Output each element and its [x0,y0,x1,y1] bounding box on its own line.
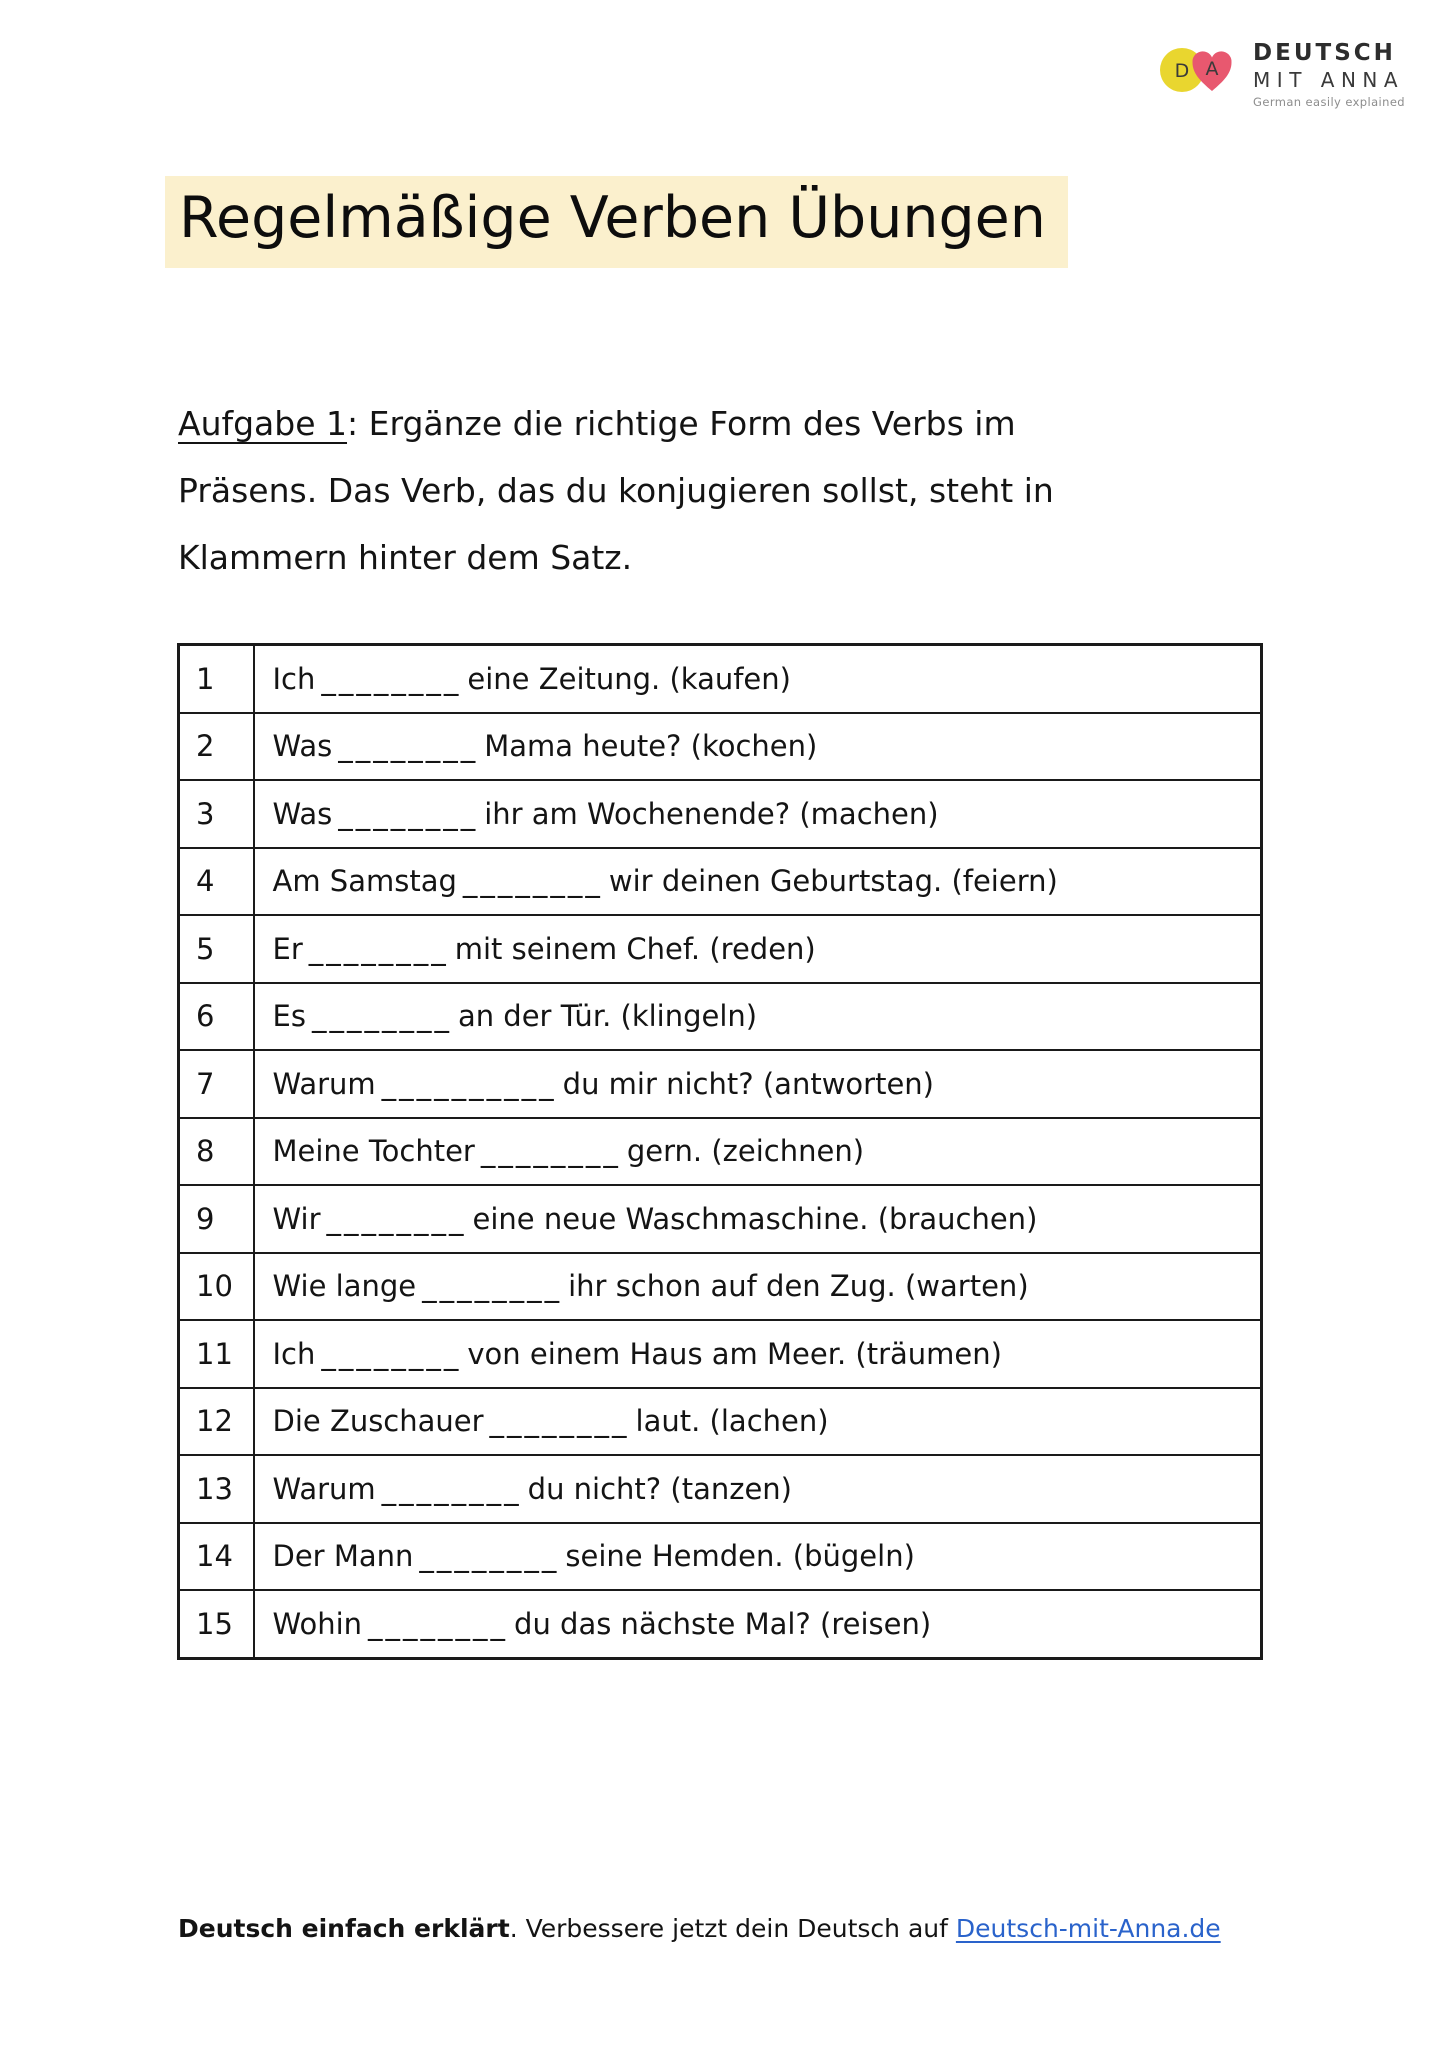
sentence-before: Der Mann [272,1539,414,1574]
sentence-before: Ich [272,661,316,696]
sentence-after: gern. (zeichnen) [626,1134,865,1169]
row-number-cell: 9 [179,1185,254,1253]
sentence-before: Die Zuschauer [272,1404,484,1439]
footer-text: . Verbessere jetzt dein Deutsch auf [509,1914,956,1943]
row-sentence-cell [254,1523,1262,1591]
row-sentence-cell [254,983,1262,1051]
row-sentence-cell [254,1118,1262,1186]
blank-line: ________ [381,1471,522,1506]
row-number-cell: 5 [179,915,254,983]
sentence-after: laut. (lachen) [635,1404,829,1439]
logo-name-line2: MIT ANNA [1253,68,1405,92]
sentence-after: du nicht? (tanzen) [527,1471,792,1506]
logo-wordmark [1253,42,1405,109]
logo-letter-a: A [1205,58,1219,80]
task-colon: : [347,404,369,443]
blank-line: ________ [321,661,462,696]
row-number-cell: 12 [179,1388,254,1456]
logo-mark-icon [1159,42,1241,96]
exercise-table-body [179,645,1262,1659]
table-row [179,983,1262,1051]
logo-tagline: German easily explained [1253,95,1405,109]
sentence-before: Warum [272,1471,376,1506]
blank-line: ________ [489,1404,630,1439]
title-block [165,176,1068,268]
instruction-text-1: Ergänze die richtige Form des Verbs im [368,404,1016,443]
blank-line: ________ [422,1269,563,1304]
table-row [179,1320,1262,1388]
page-footer [178,1914,1221,1943]
sentence-before: Warum [272,1066,376,1101]
row-number-cell: 15 [179,1590,254,1658]
table-row [179,915,1262,983]
row-sentence-cell [254,1253,1262,1321]
sentence-after: du mir nicht? (antworten) [562,1066,934,1101]
blank-line: ________ [311,999,452,1034]
logo-name-line1: DEUTSCH [1253,40,1396,66]
table-row [179,780,1262,848]
row-sentence-cell [254,780,1262,848]
table-row [179,1050,1262,1118]
sentence-before: Meine Tochter [272,1134,475,1169]
blank-line: ________ [338,729,479,764]
row-number-cell: 6 [179,983,254,1051]
footer-link[interactable]: Deutsch-mit-Anna.de [955,1914,1221,1943]
blank-line: ________ [321,1336,462,1371]
table-row [179,1590,1262,1658]
row-number-cell: 1 [179,645,254,713]
instruction-line-2: Präsens. Das Verb, das du konjugieren sollst, steht in [178,471,1054,510]
row-number-cell: 13 [179,1455,254,1523]
table-row [179,1118,1262,1186]
table-row [179,1388,1262,1456]
sentence-after: Mama heute? (kochen) [484,729,818,764]
blank-line: ________ [480,1134,621,1169]
row-number-cell: 11 [179,1320,254,1388]
page-title: Regelmäßige Verben Übungen [165,176,1068,268]
sentence-after: seine Hemden. (bügeln) [565,1539,915,1574]
sentence-after: eine Zeitung. (kaufen) [467,661,791,696]
blank-line: __________ [381,1066,557,1101]
blank-line: ________ [326,1201,467,1236]
blank-line: ________ [308,931,449,966]
sentence-before: Er [272,931,303,966]
sentence-before: Wohin [272,1606,363,1641]
sentence-before: Wir [272,1201,321,1236]
instruction-line-3: Klammern hinter dem Satz. [178,538,633,577]
sentence-after: von einem Haus am Meer. (träumen) [467,1336,1002,1371]
sentence-before: Am Samstag [272,864,457,899]
blank-line: ________ [368,1606,509,1641]
sentence-after: an der Tür. (klingeln) [457,999,758,1034]
task-instructions [178,390,1278,591]
row-sentence-cell [254,1320,1262,1388]
row-sentence-cell [254,1590,1262,1658]
exercise-table [177,643,1263,1660]
blank-line: ________ [419,1539,560,1574]
row-number-cell: 14 [179,1523,254,1591]
row-number-cell: 2 [179,713,254,781]
table-row [179,848,1262,916]
row-sentence-cell [254,915,1262,983]
logo-letter-d: D [1174,60,1190,82]
blank-line: ________ [462,864,603,899]
row-sentence-cell [254,713,1262,781]
table-row [179,1253,1262,1321]
sentence-after: du das nächste Mal? (reisen) [514,1606,932,1641]
sentence-after: ihr am Wochenende? (machen) [484,796,939,831]
sentence-before: Wie lange [272,1269,417,1304]
sentence-after: mit seinem Chef. (reden) [454,931,816,966]
brand-logo [1159,42,1405,109]
row-number-cell: 10 [179,1253,254,1321]
instruction-line-1 [178,390,1278,457]
row-sentence-cell [254,1455,1262,1523]
blank-line: ________ [338,796,479,831]
row-number-cell: 7 [179,1050,254,1118]
row-sentence-cell [254,848,1262,916]
sentence-after: ihr schon auf den Zug. (warten) [568,1269,1029,1304]
row-sentence-cell [254,1388,1262,1456]
table-row [179,1185,1262,1253]
table-row [179,1523,1262,1591]
table-row [179,1455,1262,1523]
table-row [179,645,1262,713]
row-sentence-cell [254,1185,1262,1253]
sentence-before: Was [272,796,333,831]
row-number-cell: 3 [179,780,254,848]
sentence-before: Ich [272,1336,316,1371]
row-number-cell: 8 [179,1118,254,1186]
row-number-cell: 4 [179,848,254,916]
task-label: Aufgabe 1 [178,404,348,443]
table-row [179,713,1262,781]
sentence-after: eine neue Waschmaschine. (brauchen) [472,1201,1038,1236]
footer-slogan: Deutsch einfach erklärt [178,1914,510,1943]
sentence-before: Was [272,729,333,764]
row-sentence-cell [254,645,1262,713]
sentence-after: wir deinen Geburtstag. (feiern) [608,864,1058,899]
row-sentence-cell [254,1050,1262,1118]
sentence-before: Es [272,999,306,1034]
